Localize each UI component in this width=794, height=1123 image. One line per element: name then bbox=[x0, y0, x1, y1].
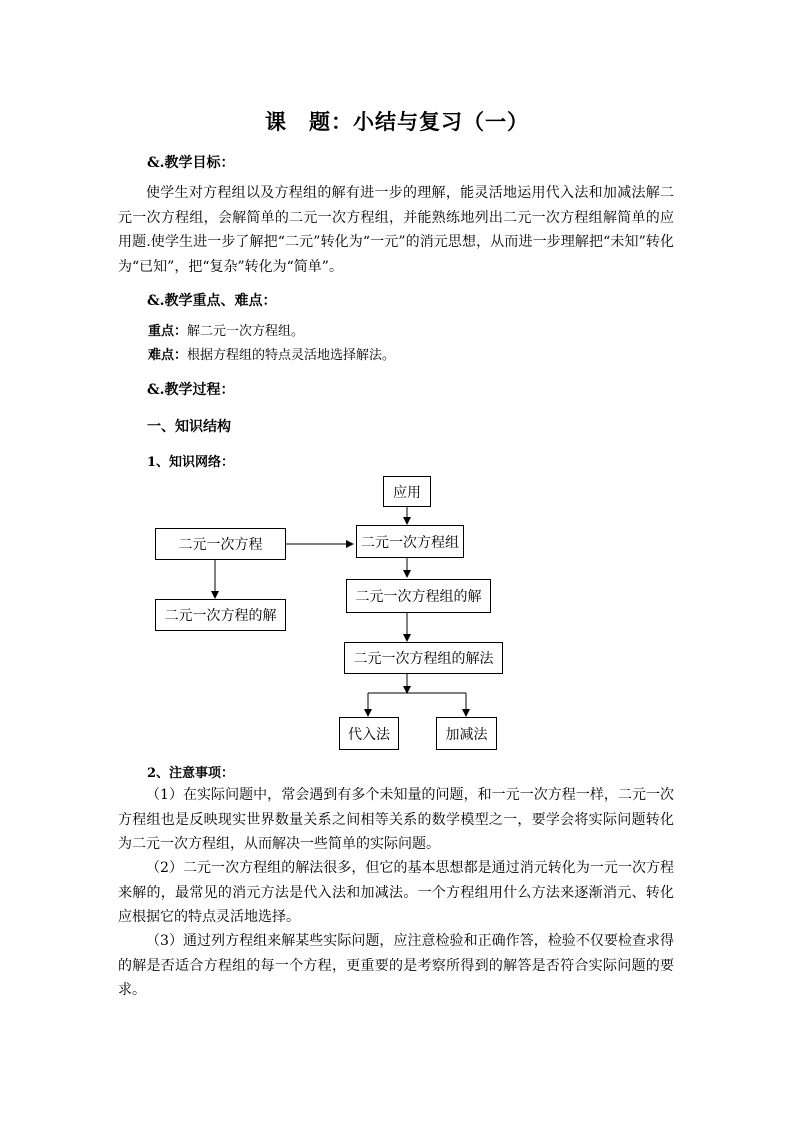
note-3: （3）通过列方程组来解某些实际问题，应注意检验和正确作答，检验不仅要检查求得的解是否适合方程组的每一个方程，更重要的是考察所得到的解答是否符合实际问题的要求。 bbox=[118, 933, 674, 998]
keypoints-heading: &.教学重点、难点： bbox=[147, 293, 277, 309]
node-elimination: 加减法 bbox=[436, 717, 497, 750]
notes-heading: 2、注意事项： bbox=[147, 766, 235, 781]
difficulty-label: 难点： bbox=[148, 348, 188, 363]
key-point-label: 重点： bbox=[148, 324, 188, 339]
process-heading: &.教学过程： bbox=[147, 382, 235, 398]
node-equation-solution: 二元一次方程的解 bbox=[155, 599, 286, 631]
note-1: （1）在实际问题中，常会遇到有多个未知量的问题，和一元一次方程一样，二元一次方程组也是反映现实世界数量关系之间相等关系的数学模型之一，要学会将实际问题转化为二元一次方程组，从而解决一些简单的实际问题。 bbox=[118, 787, 674, 852]
node-system-methods: 二元一次方程组的解法 bbox=[344, 642, 503, 674]
objectives-text: 使学生对方程组以及方程组的解有进一步的理解，能灵活地运用代入法和加减法解二元一次方程组，会解简单的二元一次方程组，并能熟练地列出二元一次方程组解简单的应用题.使学生进一步了解把“二元”转化为“一元”的消元思想，从而进一步理解把“未知”转化为“已知”，把“复杂”转化为“简单”。 bbox=[118, 185, 674, 275]
node-system: 二元一次方程组 bbox=[356, 525, 464, 558]
note-2: （2）二元一次方程组的解法很多，但它的基本思想都是通过消元转化为一元一次方程来解的，最常见的消元方法是代入法和加减法。一个方程组用什么方法来逐渐消元、转化应根据它的特点灵活地选择。 bbox=[118, 860, 674, 925]
page-title: 课 题：小结与复习（一） bbox=[265, 109, 529, 134]
node-application: 应用 bbox=[383, 476, 431, 507]
difficulty-text: 根据方程组的特点灵活地选择解法。 bbox=[187, 348, 396, 363]
knowledge-structure-heading: 一、知识结构 bbox=[147, 419, 231, 435]
node-equation: 二元一次方程 bbox=[155, 528, 286, 560]
node-substitution: 代入法 bbox=[339, 717, 399, 750]
objectives-heading: &.教学目标： bbox=[147, 155, 235, 171]
knowledge-network-heading: 1、知识网络： bbox=[147, 455, 235, 470]
node-system-solution: 二元一次方程组的解 bbox=[346, 579, 491, 613]
key-point-text: 解二元一次方程组。 bbox=[187, 324, 305, 339]
